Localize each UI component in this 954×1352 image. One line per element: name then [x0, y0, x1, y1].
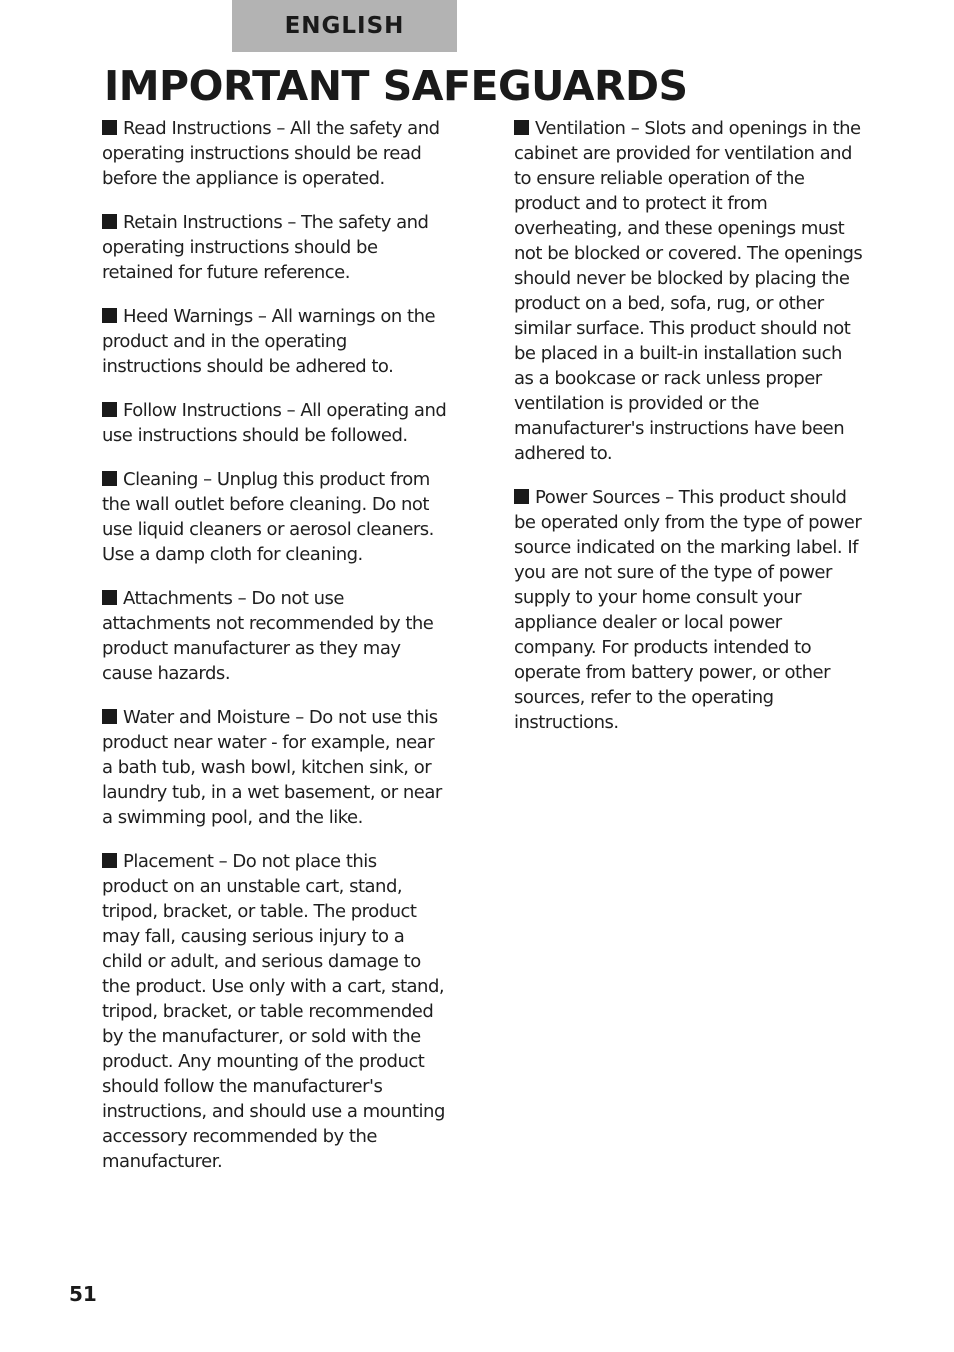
- safeguard-follow-instructions: [102, 398, 447, 448]
- safeguard-placement: [102, 849, 447, 1174]
- square-bullet-icon: [102, 590, 117, 605]
- safeguard-cleaning: [102, 467, 447, 567]
- safeguard-text: Heed Warnings – All warnings on the product and in the operating instructions should be adhered to.: [102, 306, 436, 377]
- safeguard-text: Read Instructions – All the safety and operating instructions should be read before the appliance is operated.: [102, 118, 440, 189]
- page-number: 51: [69, 1282, 97, 1306]
- square-bullet-icon: [514, 120, 529, 135]
- square-bullet-icon: [102, 120, 117, 135]
- safeguard-text: Ventilation – Slots and openings in the cabinet are provided for ventilation and to ensure reliable operation of the product and to protect it from overheating, and these openings must not be blocked or covered. The openings should never be blocked by placing the product on a bed, sofa, rug, or other similar surface. This product should not be placed in a built-in installation such as a bookcase or rack unless proper ventilation is provided or the manufacturer's instructions have been adhered to.: [514, 118, 863, 464]
- safeguard-text: Retain Instructions – The safety and operating instructions should be retained for future reference.: [102, 212, 429, 283]
- language-tab: ENGLISH: [232, 0, 457, 52]
- square-bullet-icon: [102, 402, 117, 417]
- safeguard-retain-instructions: [102, 210, 447, 285]
- safeguard-text: Power Sources – This product should be operated only from the type of power source indicated on the marking label. If you are not sure of the type of power supply to your home consult your appliance dealer or local power company. For products intended to operate from battery power, or other sources, refer to the operating instructions.: [514, 487, 862, 733]
- square-bullet-icon: [102, 308, 117, 323]
- safeguard-attachments: [102, 586, 447, 686]
- square-bullet-icon: [102, 214, 117, 229]
- safeguard-water-moisture: [102, 705, 447, 830]
- square-bullet-icon: [514, 489, 529, 504]
- right-column: [514, 116, 864, 754]
- safeguard-text: Cleaning – Unplug this product from the wall outlet before cleaning. Do not use liquid cleaners or aerosol cleaners. Use a damp cloth for cleaning.: [102, 469, 434, 565]
- safeguard-text: Attachments – Do not use attachments not recommended by the product manufacturer as they may cause hazards.: [102, 588, 434, 684]
- safeguard-text: Follow Instructions – All operating and use instructions should be followed.: [102, 400, 447, 446]
- safeguard-ventilation: [514, 116, 864, 466]
- square-bullet-icon: [102, 471, 117, 486]
- square-bullet-icon: [102, 709, 117, 724]
- safeguard-power-sources: [514, 485, 864, 735]
- safeguard-text: Water and Moisture – Do not use this product near water - for example, near a bath tub, wash bowl, kitchen sink, or laundry tub, in a wet basement, or near a swimming pool, and the like.: [102, 707, 442, 828]
- safeguard-heed-warnings: [102, 304, 447, 379]
- page-title: IMPORTANT SAFEGUARDS: [104, 62, 688, 110]
- safeguard-read-instructions: [102, 116, 447, 191]
- left-column: [102, 116, 447, 1193]
- square-bullet-icon: [102, 853, 117, 868]
- safeguard-text: Placement – Do not place this product on an unstable cart, stand, tripod, bracket, or table. The product may fall, causing serious injury to a child or adult, and serious damage to the product. Use only with a cart, stand, tripod, bracket, or table recommended by the manufacturer, or sold with the product. Any mounting of the product should follow the manufacturer's instructions, and should use a mounting accessory recommended by the manufacturer.: [102, 851, 445, 1172]
